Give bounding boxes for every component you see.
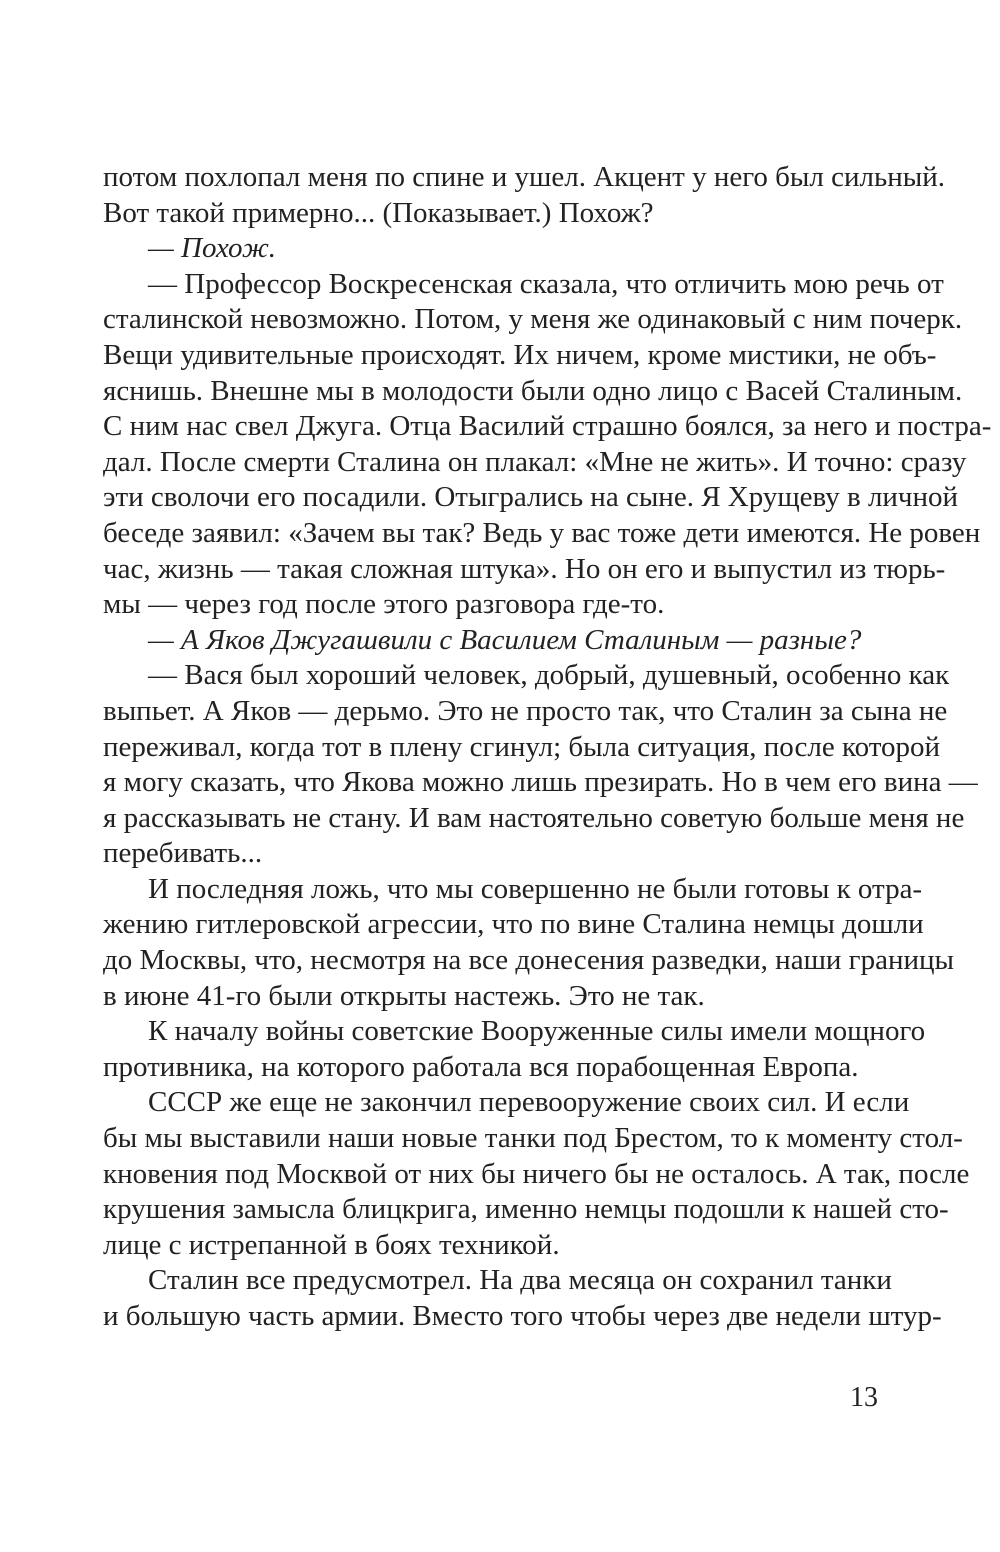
text-line: дал. После смерти Сталина он плакал: «Мне не жить». И точно: сразу — [103, 445, 967, 478]
body-text — [103, 160, 992, 1335]
text-line: К началу войны советские Вооруженные силы имели мощного — [148, 1015, 926, 1048]
text-line: И последняя ложь, что мы совершенно не были готовы к отра- — [148, 872, 923, 905]
text-line: жению гитлеровской агрессии, что по вине Сталина немцы дошли — [103, 908, 924, 941]
text-line: эти сволочи его посадили. Отыгрались на сыне. Я Хрущеву в личной — [103, 481, 959, 514]
text-line: Вот такой примерно... (Показывает.) Похож? — [103, 196, 654, 229]
text-line: противника, на которого работала вся порабощенная Европа. — [103, 1050, 859, 1083]
text-line: мы — через год после этого разговора где-то. — [103, 588, 665, 621]
page-number: 13 — [850, 1382, 878, 1413]
text-line: бы мы выставили наши новые танки под Брестом, то к моменту стол- — [103, 1122, 963, 1155]
text-line: — Профессор Воскресенская сказала, что отличить мою речь от — [148, 267, 944, 300]
text-line: в июне 41-го были открыты настежь. Это не так. — [103, 979, 705, 1012]
text-line: час, жизнь — такая сложная штука». Но он его и выпустил из тюрь- — [103, 552, 946, 585]
text-line: переживал, когда тот в плену сгинул; была ситуация, после которой — [103, 730, 941, 763]
text-line: яснишь. Внешне мы в молодости были одно лицо с Васей Сталиным. — [103, 374, 963, 407]
text-line: до Москвы, что, несмотря на все донесения разведки, наши границы — [103, 944, 954, 977]
text-line: Сталин все предусмотрел. На два месяца он сохранил танки — [148, 1264, 892, 1297]
text-line: я могу сказать, что Якова можно лишь презирать. Но в чем его вина — — [103, 766, 978, 799]
text-line: перебивать... — [103, 837, 263, 870]
text-line: сталинской невозможно. Потом, у меня же одинаковый с ним почерк. — [103, 303, 963, 336]
text-line: потом похлопал меня по спине и ушел. Акцент у него был сильный. — [103, 161, 945, 193]
text-line: СССР же еще не закончил перевооружение своих сил. И если — [148, 1086, 910, 1119]
text-line: беседе заявил: «Зачем вы так? Ведь у вас тоже дети имеются. Не ровен — [103, 516, 981, 549]
text-line: я рассказывать не стану. И вам настоятельно советую больше меня не — [103, 801, 965, 834]
text-line: — А Яков Джугашвили с Василием Сталиным — разные? — [148, 623, 862, 656]
text-line: и большую часть армии. Вместо того чтобы через две недели штур- — [103, 1300, 942, 1332]
text-line: выпьет. А Яков — дерьмо. Это не просто так, что Сталин за сына не — [103, 694, 948, 727]
text-line: — Вася был хороший человек, добрый, душевный, особенно как — [148, 659, 950, 692]
text-line: лице с истрепанной в боях техникой. — [103, 1228, 560, 1261]
text-line: крушения замысла блицкрига, именно немцы подошли к нашей сто- — [103, 1193, 949, 1226]
text-line: — Похож. — [148, 232, 277, 265]
text-line: Вещи удивительные происходят. Их ничем, кроме мистики, не объ- — [103, 338, 937, 371]
text-line: кновения под Москвой от них бы ничего бы не осталось. А так, после — [103, 1157, 970, 1190]
text-line: С ним нас свел Джуга. Отца Василий страшно боялся, за него и постра- — [103, 410, 992, 443]
